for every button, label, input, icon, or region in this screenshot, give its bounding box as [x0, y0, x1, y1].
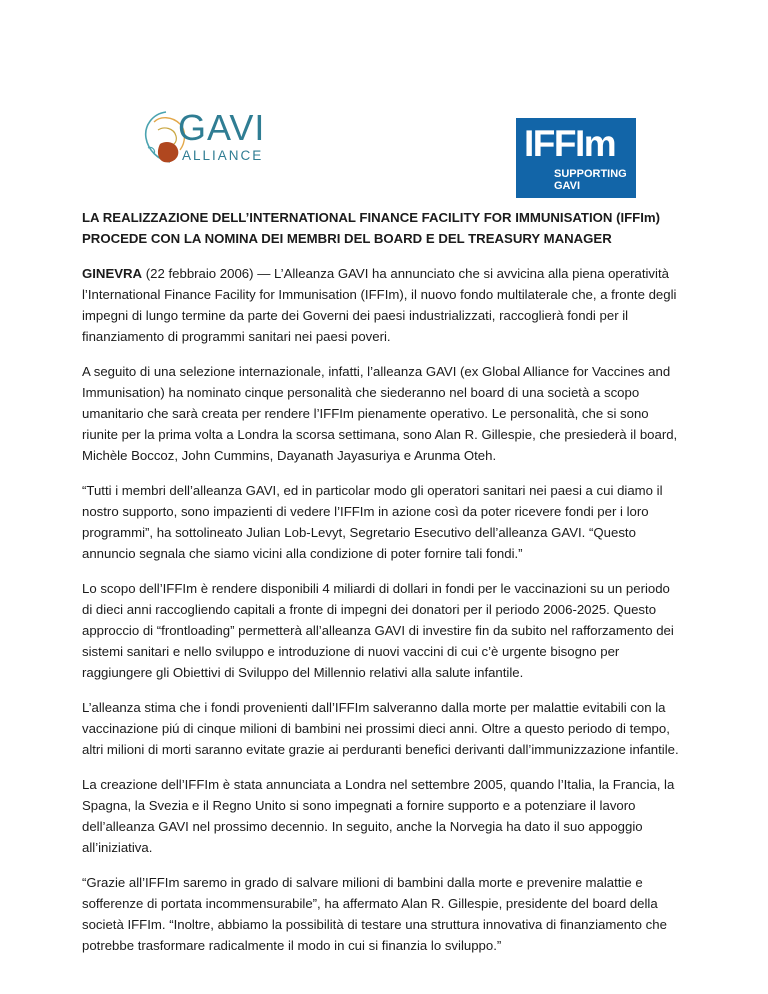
- dateline: GINEVRA: [82, 266, 143, 281]
- gavi-alliance-logo: [138, 108, 268, 170]
- paragraph-1: [82, 263, 682, 347]
- headline: LA REALIZZAZIONE DELL’INTERNATIONAL FINANCE FACILITY FOR IMMUNISATION (IFFIm) PROCEDE CON LA NOMINA DEI MEMBRI DEL BOARD E DEL TREASURY MANAGER: [82, 210, 661, 246]
- iffim-logo: [516, 118, 636, 198]
- paragraph-7: “Grazie all’IFFIm saremo in grado di salvare milioni di bambini dalla morte e prevenire malattie e sofferenze di portata incommensurabile”, ha affermato Alan R. Gillespie, presidente del board della società IFFIm. “Inoltre, abbiamo la possibilità di testare una struttura innovativa di finanziamento che potrebbe trasformare radicalmente il modo in cui si finanzia lo sviluppo.”: [82, 875, 667, 953]
- gavi-wordmark: GAVI: [178, 107, 266, 148]
- paragraph-4: Lo scopo dell’IFFIm è rendere disponibili 4 miliardi di dollari in fondi per le vaccinazioni su un periodo di dieci anni raccogliendo capitali a fronte di impegni dei donatori per il periodo 2006-2025. Questo approccio di “frontloading” permetterà all’alleanza GAVI di investire fin da subito nel rafforzamento dei sistemi sanitari e nello sviluppo e introduzione di nuovi vaccini di cui c’è urgente bisogno per raggiungere gli Obiettivi di Sviluppo del Millennio relativi alla salute infantile.: [82, 581, 674, 680]
- alliance-wordmark: ALLIANCE: [182, 148, 264, 163]
- paragraph-5: L’alleanza stima che i fondi provenienti dall’IFFIm salveranno dalla morte per malattie evitabili con la vaccinazione piú di cinque milioni di bambini nei prossimi dieci anni. Oltre a questo periodo di tempo, altri milioni di morti saranno evitate grazie ai perduranti benefici derivanti dall’immunizzazione infantile.: [82, 700, 679, 757]
- paragraph-2: A seguito di una selezione internazionale, infatti, l’alleanza GAVI (ex Global Alliance for Vaccines and Immunisation) ha nominato cinque personalità che siederanno nel board di una società a scopo umanitario che sarà creata per rendere l’IFFIm pienamente operativo. Le personalità, che si sono riunite per la prima volta a Londra la scorsa settimana, sono Alan R. Gillespie, che presiederà il board, Michèle Boccoz, John Cummins, Dayanath Jayasuriya e Arunma Oteh.: [82, 364, 678, 463]
- paragraph-1-text: (22 febbraio 2006) — L’Alleanza GAVI ha annunciato che si avvicina alla piena operatività l’International Finance Facility for Immunisation (IFFIm), il nuovo fondo multilaterale che, a fronte degli impegni di lungo termine da parte dei Governi dei paesi industrializzati, raccoglierà fondi per il finanziamento di programmi sanitari nei paesi poveri.: [82, 266, 677, 344]
- paragraph-3: “Tutti i membri dell’alleanza GAVI, ed in particolar modo gli operatori sanitari nei paesi a cui diamo il nostro supporto, sono impazienti di vedere l’IFFIm in azione così da poter ricevere fondi per i loro programmi”, ha sottolineato Julian Lob-Levyt, Segretario Esecutivo dell’alleanza GAVI. “Questo annuncio segnala che siamo vicini alla condizione di poter fornire tali fondi.”: [82, 483, 663, 561]
- paragraph-6: La creazione dell’IFFIm è stata annunciata a Londra nel settembre 2005, quando l’Italia, la Francia, la Spagna, la Svezia e il Regno Unito si sono impegnati a fornire supporto e a potenziare il lavoro dell’alleanza GAVI nel prossimo decennio. In seguito, anche la Norvegia ha dato il suo appoggio all’iniziativa.: [82, 777, 675, 855]
- iffim-tagline-line2: GAVI: [554, 180, 581, 192]
- iffim-wordmark: IFFIm: [524, 123, 616, 164]
- article-body: [82, 207, 682, 970]
- iffim-tagline-line1: SUPPORTING: [554, 168, 627, 180]
